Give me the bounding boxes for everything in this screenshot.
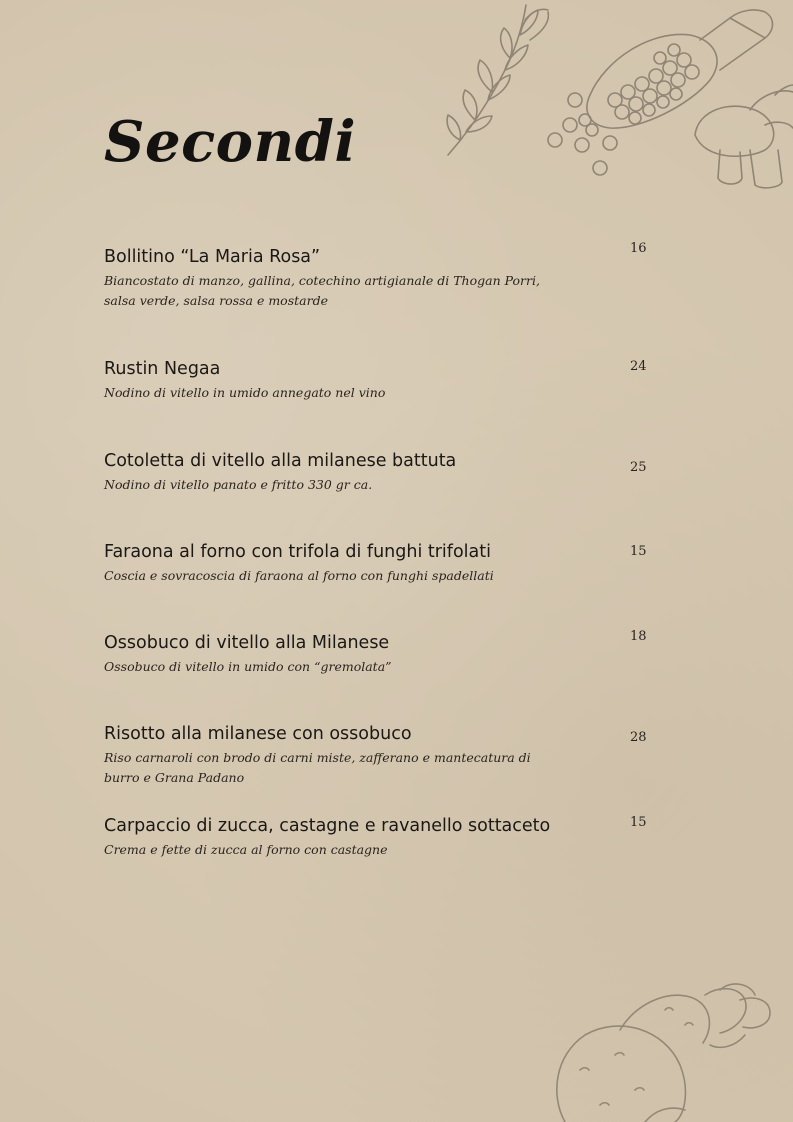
menu-item-name: Rustin Negaa	[104, 359, 221, 379]
menu-item-price: 16	[630, 241, 647, 256]
menu-item-name: Bollitino “La Maria Rosa”	[104, 247, 321, 267]
menu-item-price: 25	[630, 460, 647, 475]
menu-item-description: Coscia e sovracoscia di faraona al forno con funghi spadellati	[104, 568, 494, 583]
menu-item	[104, 632, 664, 677]
menu-item	[104, 358, 664, 403]
menu-item-price: 28	[630, 730, 647, 745]
menu-item	[104, 450, 664, 495]
menu-item-name: Ossobuco di vitello alla Milanese	[104, 633, 390, 653]
menu-item-price: 15	[630, 544, 647, 559]
menu-item	[104, 246, 664, 311]
menu-item-description: Nodino di vitello in umido annegato nel vino	[104, 385, 386, 400]
menu-item-description: Nodino di vitello panato e fritto 330 gr ca.	[104, 477, 373, 492]
menu-item-description: Biancostato di manzo, gallina, cotechino artigianale di Thogan Porri, salsa verde, salsa rossa e mostarde	[104, 273, 540, 308]
potatoes-illustration-icon	[545, 975, 793, 1122]
menu-item-description: Crema e fette di zucca al forno con castagne	[104, 842, 388, 857]
menu-item-name: Risotto alla milanese con ossobuco	[104, 724, 412, 744]
menu-item-price: 18	[630, 629, 647, 644]
menu-item	[104, 541, 664, 586]
page-title: Secondi	[104, 109, 357, 175]
menu-item-description: Ossobuco di vitello in umido con “gremolata”	[104, 659, 392, 674]
menu-item-description: Riso carnaroli con brodo di carni miste, zafferano e mantecatura di burro e Grana Padano	[104, 750, 531, 785]
menu-item-name: Carpaccio di zucca, castagne e ravanello sottaceto	[104, 816, 551, 836]
menu-item	[104, 815, 664, 860]
menu-item	[104, 723, 664, 788]
menu-item-name: Cotoletta di vitello alla milanese battuta	[104, 451, 457, 471]
menu-item-price: 24	[630, 359, 647, 374]
menu-item-price: 15	[630, 815, 647, 830]
menu-item-name: Faraona al forno con trifola di funghi trifolati	[104, 542, 491, 562]
thyme-sprig-peppercorn-scoop-mushrooms-illustration-icon	[430, 0, 793, 200]
